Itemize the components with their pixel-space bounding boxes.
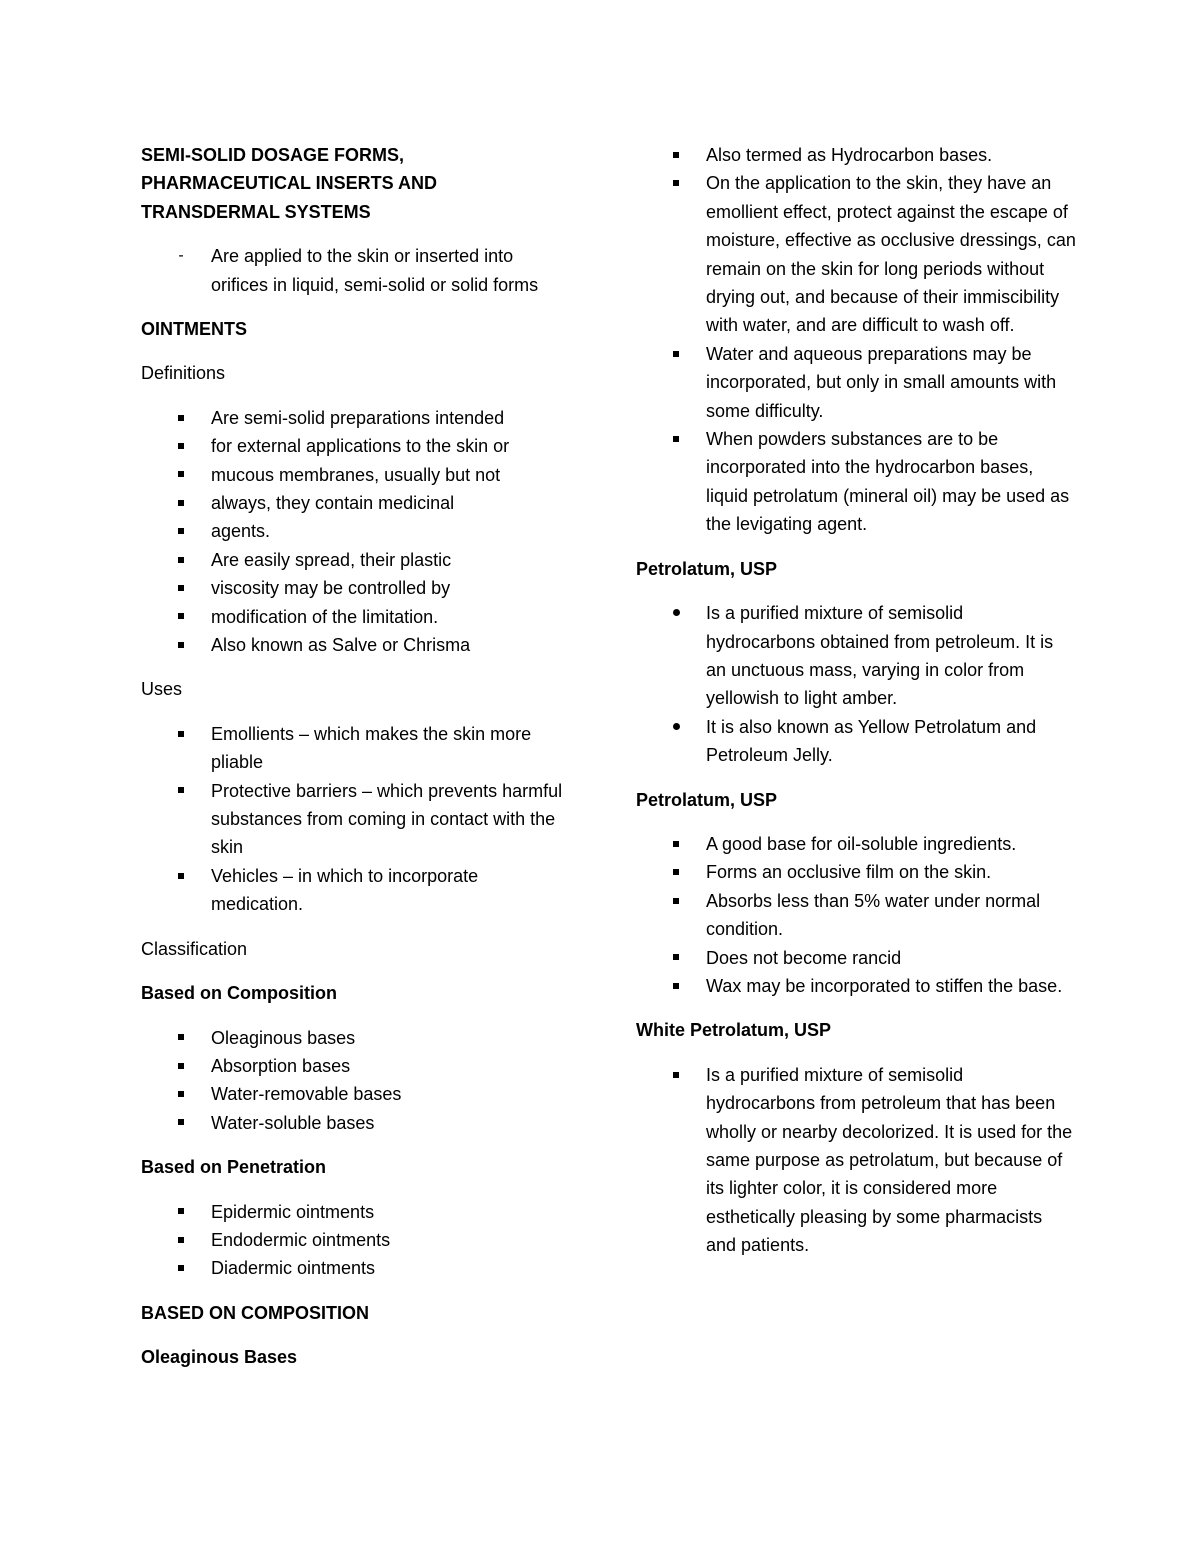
- square-bullet-icon: [175, 1109, 187, 1137]
- list-item: Does not become rancid: [636, 944, 1076, 972]
- list-item: Are easily spread, their plastic: [141, 546, 571, 574]
- petrolatum-heading: Petrolatum, USP: [636, 558, 778, 579]
- list-item: Is a purified mixture of semisolid hydrocarbons obtained from petroleum. It is an unctuous mass, varying in color from yellowish to light amber.: [636, 599, 1076, 713]
- square-bullet-icon: [670, 340, 682, 368]
- white-petrolatum-heading: White Petrolatum, USP: [636, 1020, 832, 1041]
- intro-list: [141, 242, 571, 299]
- list-item: Absorbs less than 5% water under normal condition.: [636, 887, 1076, 944]
- list-item: always, they contain medicinal: [141, 489, 571, 517]
- list-item: Also known as Salve or Chrisma: [141, 631, 571, 659]
- round-bullet-icon: [670, 713, 682, 741]
- round-bullet-icon: [670, 599, 682, 627]
- square-bullet-icon: [175, 1198, 187, 1226]
- list-item: for external applications to the skin or: [141, 432, 571, 460]
- uses-label: Uses: [141, 679, 183, 700]
- square-bullet-icon: [175, 1080, 187, 1108]
- document-title: [141, 141, 571, 226]
- square-bullet-icon: [175, 1226, 187, 1254]
- list-item: mucous membranes, usually but not: [141, 461, 571, 489]
- dash-bullet-icon: -: [178, 247, 184, 265]
- list-item: Are semi-solid preparations intended: [141, 404, 571, 432]
- square-bullet-icon: [175, 720, 187, 748]
- penetration-heading: Based on Penetration: [141, 1157, 327, 1178]
- right-column: [636, 141, 1076, 1260]
- left-column: [141, 141, 571, 1388]
- square-bullet-icon: [175, 1254, 187, 1282]
- square-bullet-icon: [175, 574, 187, 602]
- list-item: Epidermic ointments: [141, 1198, 571, 1226]
- square-bullet-icon: [175, 603, 187, 631]
- square-bullet-icon: [175, 777, 187, 805]
- petrolatum-desc-list: [636, 599, 1076, 769]
- list-item: On the application to the skin, they have an emollient effect, protect against the escape of moisture, effective as occlusive dressings, can remain on the skin for long periods without drying out, and because of their immiscibility with water, and are difficult to wash off.: [636, 169, 1076, 339]
- square-bullet-icon: [175, 1024, 187, 1052]
- list-item: Protective barriers – which prevents harmful substances from coming in contact with the skin: [141, 777, 571, 862]
- square-bullet-icon: [670, 169, 682, 197]
- list-item: Vehicles – in which to incorporate medication.: [141, 862, 571, 919]
- list-item: Water-removable bases: [141, 1080, 571, 1108]
- square-bullet-icon: [175, 517, 187, 545]
- square-bullet-icon: [175, 489, 187, 517]
- square-bullet-icon: [670, 425, 682, 453]
- list-item: Water and aqueous preparations may be incorporated, but only in small amounts with some difficulty.: [636, 340, 1076, 425]
- composition-list: [141, 1024, 571, 1138]
- list-item: modification of the limitation.: [141, 603, 571, 631]
- list-item: Forms an occlusive film on the skin.: [636, 858, 1076, 886]
- definitions-label: Definitions: [141, 363, 226, 384]
- square-bullet-icon: [175, 432, 187, 460]
- list-item: viscosity may be controlled by: [141, 574, 571, 602]
- list-item: Water-soluble bases: [141, 1109, 571, 1137]
- square-bullet-icon: [175, 631, 187, 659]
- list-item: When powders substances are to be incorporated into the hydrocarbon bases, liquid petrolatum (mineral oil) may be used as the levigating agent.: [636, 425, 1076, 539]
- square-bullet-icon: [175, 546, 187, 574]
- list-item: [141, 242, 571, 299]
- petrolatum-heading: Petrolatum, USP: [636, 789, 778, 810]
- list-item: Diadermic ointments: [141, 1254, 571, 1282]
- list-item: Wax may be incorporated to stiffen the base.: [636, 972, 1076, 1000]
- oleaginous-heading: Oleaginous Bases: [141, 1347, 298, 1368]
- composition-heading: Based on Composition: [141, 983, 338, 1004]
- classification-label: Classification: [141, 938, 248, 959]
- list-item: A good base for oil-soluble ingredients.: [636, 830, 1076, 858]
- list-item: Endodermic ointments: [141, 1226, 571, 1254]
- square-bullet-icon: [670, 858, 682, 886]
- square-bullet-icon: [670, 1061, 682, 1089]
- white-petrolatum-list: [636, 1061, 1076, 1260]
- list-item: Emollients – which makes the skin more pliable: [141, 720, 571, 777]
- list-item: agents.: [141, 517, 571, 545]
- definitions-list: [141, 404, 571, 660]
- list-item: Absorption bases: [141, 1052, 571, 1080]
- intro-text: Are applied to the skin or inserted into orifices in liquid, semi-solid or solid forms: [211, 246, 539, 295]
- list-item: Is a purified mixture of semisolid hydrocarbons from petroleum that has been wholly or nearby decolorized. It is used for the same purpose as petrolatum, but because of its lighter color, it is considered more esthetically pleasing by some pharmacists and patients.: [636, 1061, 1076, 1260]
- square-bullet-icon: [670, 972, 682, 1000]
- ointments-heading: OINTMENTS: [141, 318, 247, 339]
- square-bullet-icon: [175, 862, 187, 890]
- square-bullet-icon: [670, 141, 682, 169]
- square-bullet-icon: [175, 404, 187, 432]
- list-item: Oleaginous bases: [141, 1024, 571, 1052]
- square-bullet-icon: [175, 461, 187, 489]
- square-bullet-icon: [670, 944, 682, 972]
- title-line: PHARMACEUTICAL INSERTS AND: [141, 173, 438, 194]
- petrolatum-props-list: [636, 830, 1076, 1000]
- title-line: TRANSDERMAL SYSTEMS: [141, 201, 371, 222]
- square-bullet-icon: [670, 830, 682, 858]
- square-bullet-icon: [670, 887, 682, 915]
- title-line: SEMI-SOLID DOSAGE FORMS,: [141, 145, 405, 165]
- oleaginous-list: [636, 141, 1076, 539]
- penetration-list: [141, 1198, 571, 1283]
- square-bullet-icon: [175, 1052, 187, 1080]
- list-item: It is also known as Yellow Petrolatum and Petroleum Jelly.: [636, 713, 1076, 770]
- list-item: Also termed as Hydrocarbon bases.: [636, 141, 1076, 169]
- uses-list: [141, 720, 571, 919]
- composition-caps-heading: BASED ON COMPOSITION: [141, 1302, 370, 1323]
